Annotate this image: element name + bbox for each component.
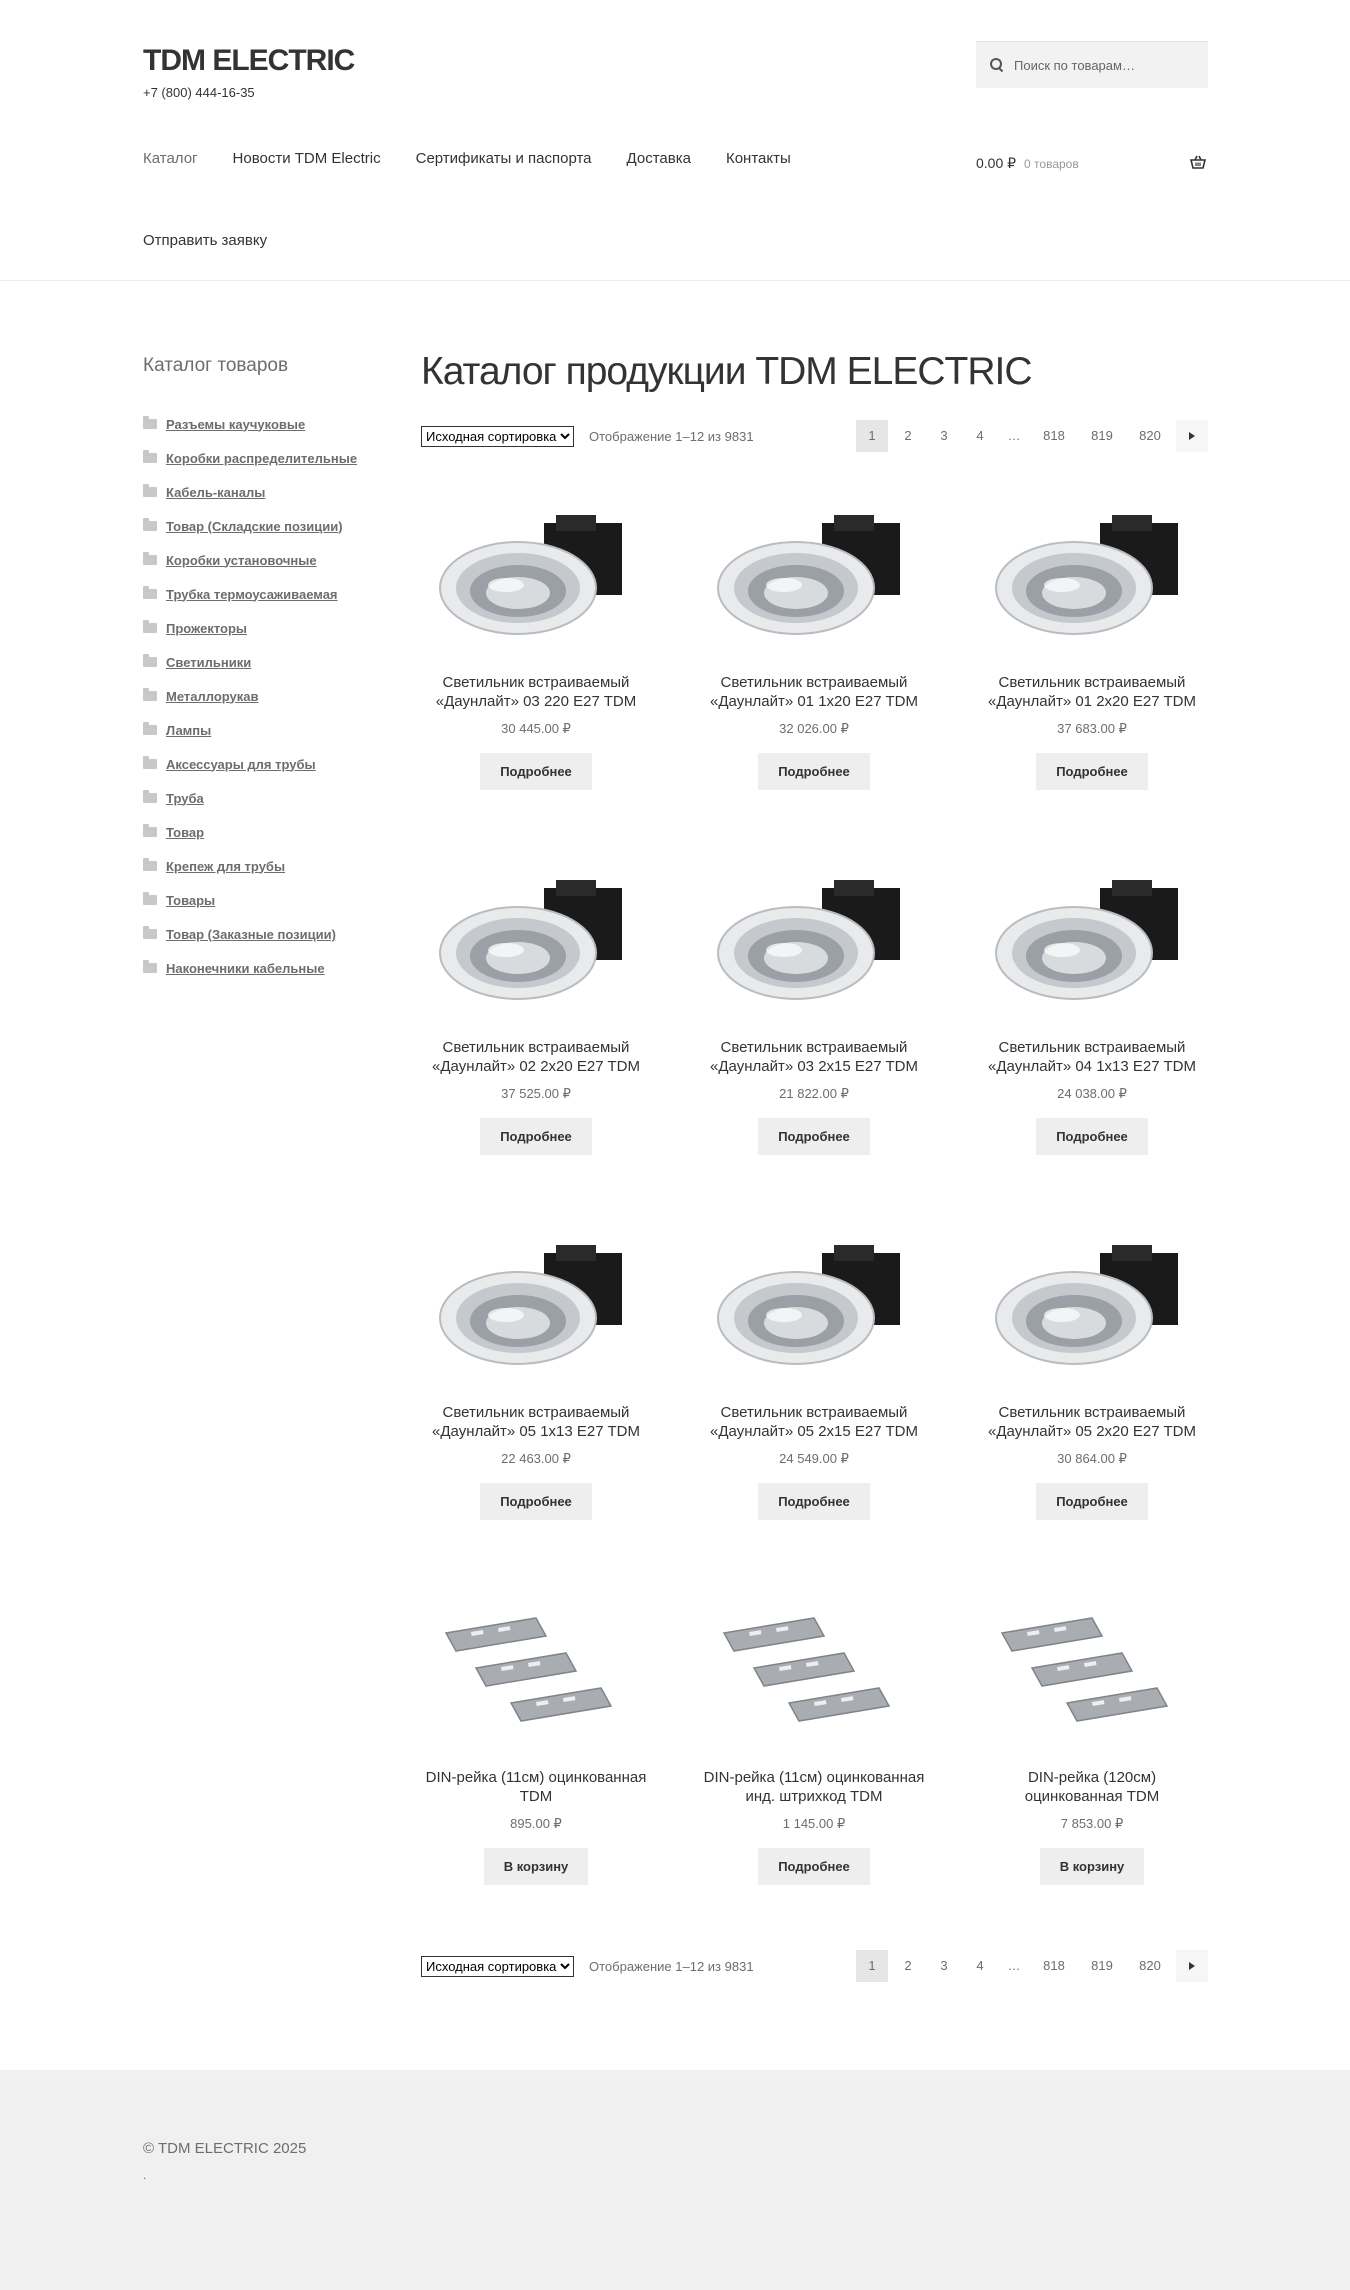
product-image[interactable] (699, 855, 929, 1030)
folder-icon (143, 589, 157, 599)
page-ellipsis: … (1007, 1958, 1021, 1973)
result-count: Отображение 1–12 из 9831 (589, 1958, 754, 1974)
category-link[interactable]: Коробки распределительные (166, 450, 358, 466)
header-cart[interactable] (976, 155, 1208, 172)
product-image[interactable] (421, 1220, 651, 1395)
product-name[interactable]: Светильник встраиваемый «Даунлайт» 02 2х20 E27 TDM (432, 1039, 640, 1075)
category-link[interactable]: Разъемы каучуковые (166, 416, 306, 432)
product-price: 37 525.00 ₽ (501, 1086, 571, 1101)
product-name[interactable]: Светильник встраиваемый «Даунлайт» 03 220 E27 TDM (435, 674, 637, 710)
sort-select[interactable] (421, 1956, 574, 1977)
page-number[interactable]: 819 (1091, 428, 1113, 443)
din-rail-icon (426, 1588, 646, 1758)
category-link[interactable]: Лампы (166, 722, 212, 738)
downlight-icon (982, 858, 1202, 1028)
nav-item-catalog[interactable]: Каталог (143, 150, 198, 167)
product-price: 30 864.00 ₽ (1057, 1451, 1127, 1466)
search-icon (990, 58, 1004, 72)
category-list (143, 409, 373, 987)
folder-icon (143, 759, 157, 769)
din-rail-icon (982, 1588, 1202, 1758)
folder-icon (143, 691, 157, 701)
product-grid (421, 490, 1208, 1950)
add-to-cart-button[interactable]: В корзину (1040, 1848, 1145, 1885)
product-name[interactable]: Светильник встраиваемый «Даунлайт» 03 2х15 E27 TDM (710, 1039, 918, 1075)
product-card (421, 855, 651, 1220)
product-card (977, 490, 1207, 855)
product-price: 21 822.00 ₽ (779, 1086, 849, 1101)
nav-item-news[interactable]: Новости TDM Electric (232, 150, 381, 167)
details-button[interactable]: Подробнее (758, 1848, 870, 1885)
nav-item-delivery[interactable]: Доставка (626, 150, 691, 167)
page-number[interactable]: 818 (1043, 428, 1065, 443)
main-nav (143, 150, 826, 167)
pagination (852, 420, 1208, 452)
list-item (143, 715, 373, 749)
caret-right-icon (1189, 1962, 1195, 1970)
page-number[interactable]: 820 (1139, 428, 1161, 443)
product-card (421, 1220, 651, 1585)
page-number[interactable]: 3 (940, 428, 948, 443)
folder-icon (143, 487, 157, 497)
details-button[interactable]: Подробнее (1036, 1483, 1148, 1520)
details-button[interactable]: Подробнее (480, 1483, 592, 1520)
product-name[interactable]: Светильник встраиваемый «Даунлайт» 05 2х15 E27 TDM (710, 1404, 918, 1440)
downlight-icon (426, 1223, 646, 1393)
site-phone: +7 (800) 444-16-35 (143, 85, 255, 100)
folder-icon (143, 623, 157, 633)
page-number[interactable]: 819 (1091, 1958, 1113, 1973)
list-item (143, 953, 373, 987)
sidebar-title: Каталог товаров (143, 355, 289, 376)
product-price: 24 038.00 ₽ (1057, 1086, 1127, 1101)
category-link[interactable]: Крепеж для трубы (166, 858, 286, 874)
product-name[interactable]: Светильник встраиваемый «Даунлайт» 04 1х13 E27 TDM (988, 1039, 1196, 1075)
details-button[interactable]: Подробнее (758, 1483, 870, 1520)
caret-right-icon (1189, 432, 1195, 440)
category-link[interactable]: Товар (Складские позиции) (166, 518, 343, 534)
product-image[interactable] (699, 1220, 929, 1395)
product-price: 37 683.00 ₽ (1057, 721, 1127, 736)
list-item (143, 681, 373, 715)
list-item (143, 613, 373, 647)
downlight-icon (704, 858, 924, 1028)
folder-icon (143, 725, 157, 735)
din-rail-icon (704, 1588, 924, 1758)
folder-icon (143, 827, 157, 837)
page-ellipsis: … (1007, 428, 1021, 443)
details-button[interactable]: Подробнее (1036, 753, 1148, 790)
product-card (699, 855, 929, 1220)
footer-note: . (143, 2168, 147, 2182)
product-card (977, 855, 1207, 1220)
copyright: © TDM ELECTRIC 2025 (143, 2140, 307, 2157)
list-item (143, 817, 373, 851)
folder-icon (143, 895, 157, 905)
category-link[interactable]: Металлорукав (166, 688, 259, 704)
downlight-icon (426, 493, 646, 663)
product-card (977, 1585, 1207, 1950)
page-number[interactable]: 820 (1139, 1958, 1161, 1973)
product-price: 24 549.00 ₽ (779, 1451, 849, 1466)
page-number[interactable]: 4 (976, 428, 984, 443)
category-link[interactable]: Аксессуары для трубы (166, 756, 316, 772)
downlight-icon (704, 1223, 924, 1393)
list-item (143, 545, 373, 579)
product-image[interactable] (421, 855, 651, 1030)
product-name[interactable]: Светильник встраиваемый «Даунлайт» 01 2х20 E27 TDM (988, 674, 1196, 710)
basket-icon[interactable] (1190, 155, 1206, 169)
sidebar (143, 355, 373, 987)
product-image[interactable] (699, 490, 929, 665)
page-number[interactable]: 2 (904, 1958, 912, 1973)
list-item (143, 647, 373, 681)
list-item (143, 851, 373, 885)
product-image[interactable] (421, 490, 651, 665)
page-number-current: 1 (856, 420, 888, 452)
product-card (977, 1220, 1207, 1585)
nav-item-contacts[interactable]: Контакты (725, 150, 791, 167)
category-link[interactable]: Товар (Заказные позиции) (166, 926, 336, 942)
sort-select[interactable] (421, 426, 574, 447)
site-header (0, 0, 1350, 281)
category-link[interactable]: Прожекторы (166, 620, 248, 636)
search-box[interactable] (976, 41, 1208, 88)
details-button[interactable]: Подробнее (1036, 1118, 1148, 1155)
category-link[interactable]: Труба (166, 790, 204, 806)
main-nav-second-row (143, 232, 267, 250)
add-to-cart-button[interactable]: В корзину (484, 1848, 589, 1885)
folder-icon (143, 793, 157, 803)
category-link[interactable]: Наконечники кабельные (166, 960, 325, 976)
downlight-icon (982, 1223, 1202, 1393)
next-page-button[interactable] (1176, 1950, 1208, 1982)
list-item (143, 783, 373, 817)
page-title: Каталог продукции TDM ELECTRIC (421, 350, 1032, 393)
details-button[interactable]: Подробнее (480, 1118, 592, 1155)
folder-icon (143, 861, 157, 871)
site-footer (0, 2070, 1350, 2290)
product-image[interactable] (977, 855, 1207, 1030)
pagination (852, 1950, 1208, 1982)
folder-icon (143, 929, 157, 939)
page-number[interactable]: 818 (1043, 1958, 1065, 1973)
product-image[interactable] (977, 1585, 1207, 1760)
details-button[interactable]: Подробнее (480, 753, 592, 790)
nav-item-send-request[interactable]: Отправить заявку (143, 232, 268, 249)
product-name[interactable]: DIN-рейка (120см) оцинкованная TDM (1024, 1769, 1160, 1805)
product-price: 1 145.00 ₽ (782, 1816, 846, 1831)
product-card (699, 1585, 929, 1950)
category-link[interactable]: Трубка термоусаживаемая (166, 586, 338, 602)
product-name[interactable]: Светильник встраиваемый «Даунлайт» 01 1х20 E27 TDM (710, 674, 918, 710)
product-card (699, 490, 929, 855)
page-number[interactable]: 3 (940, 1958, 948, 1973)
result-count: Отображение 1–12 из 9831 (589, 428, 754, 444)
folder-icon (143, 419, 157, 429)
product-image[interactable] (421, 1585, 651, 1760)
list-item (143, 409, 373, 443)
details-button[interactable]: Подробнее (758, 753, 870, 790)
site-title[interactable]: TDM ELECTRIC (143, 44, 355, 77)
product-name[interactable]: Светильник встраиваемый «Даунлайт» 05 1х13 E27 TDM (432, 1404, 640, 1440)
list-item (143, 919, 373, 953)
list-item (143, 443, 373, 477)
next-page-button[interactable] (1176, 420, 1208, 452)
list-item (143, 749, 373, 783)
shop-toolbar-top (421, 420, 1208, 452)
category-link[interactable]: Светильники (166, 654, 252, 670)
category-link[interactable]: Коробки установочные (166, 552, 317, 568)
product-price: 22 463.00 ₽ (501, 1451, 571, 1466)
category-link[interactable]: Товар (166, 824, 205, 840)
list-item (143, 885, 373, 919)
product-price: 32 026.00 ₽ (779, 721, 849, 736)
product-price: 7 853.00 ₽ (1060, 1816, 1124, 1831)
cart-count[interactable]: 0 товаров (1024, 156, 1079, 171)
list-item (143, 579, 373, 613)
product-image[interactable] (699, 1585, 929, 1760)
list-item (143, 477, 373, 511)
downlight-icon (426, 858, 646, 1028)
page-number[interactable]: 2 (904, 428, 912, 443)
product-card (699, 1220, 929, 1585)
product-price: 895.00 ₽ (510, 1816, 562, 1831)
list-item (143, 511, 373, 545)
folder-icon (143, 453, 157, 463)
category-link[interactable]: Товары (166, 892, 216, 908)
category-link[interactable]: Кабель-каналы (166, 484, 266, 500)
main-content (421, 350, 1208, 1982)
product-card (421, 490, 651, 855)
shop-toolbar-bottom (421, 1950, 1208, 1982)
page-number[interactable]: 4 (976, 1958, 984, 1973)
product-name[interactable]: DIN-рейка (11см) оцинкованная инд. штрихкод TDM (703, 1769, 925, 1805)
search-input[interactable] (1014, 58, 1194, 73)
downlight-icon (704, 493, 924, 663)
cart-amount[interactable]: 0.00 ₽ (976, 155, 1017, 171)
product-price: 30 445.00 ₽ (501, 721, 571, 736)
product-name[interactable]: Светильник встраиваемый «Даунлайт» 05 2х20 E27 TDM (988, 1404, 1196, 1440)
downlight-icon (982, 493, 1202, 663)
page-number-current: 1 (856, 1950, 888, 1982)
folder-icon (143, 963, 157, 973)
product-card (421, 1585, 651, 1950)
folder-icon (143, 555, 157, 565)
folder-icon (143, 657, 157, 667)
folder-icon (143, 521, 157, 531)
nav-item-certificates[interactable]: Сертификаты и паспорта (415, 150, 592, 167)
details-button[interactable]: Подробнее (758, 1118, 870, 1155)
product-name[interactable]: DIN-рейка (11см) оцинкованная TDM (425, 1769, 647, 1805)
product-image[interactable] (977, 490, 1207, 665)
product-image[interactable] (977, 1220, 1207, 1395)
